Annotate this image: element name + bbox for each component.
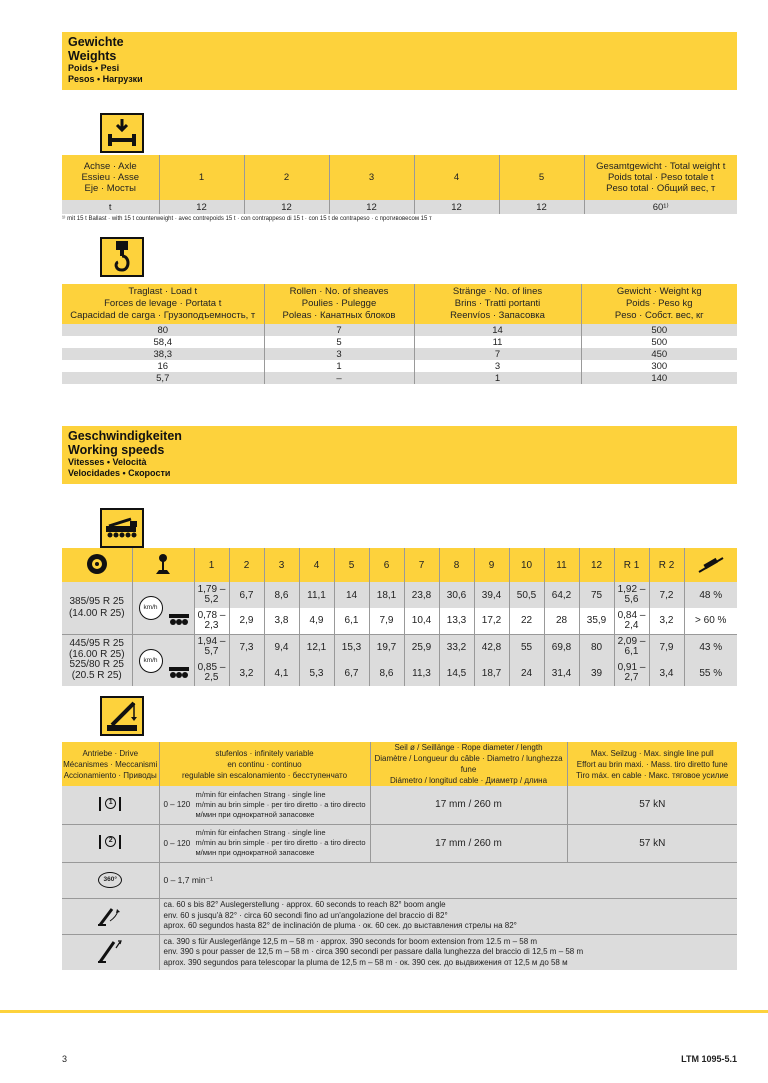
model-name: LTM 1095-5.1 <box>681 1054 737 1064</box>
axle-label-es-ru: Eje · Мосты <box>84 183 136 194</box>
speed-cell: 7,2 <box>649 582 684 608</box>
axle-load: 12 <box>329 200 414 214</box>
speed-cell: 8,6 <box>369 660 404 686</box>
axle-number: 1 <box>159 155 244 200</box>
sheaves-cell: 1 <box>264 360 414 372</box>
speed-cell: 55 <box>509 634 544 660</box>
weight-cell: 450 <box>651 348 668 360</box>
speed-cell: 3,2 <box>229 660 264 686</box>
variable-header-es-ru: regulable sin escalonamiento · бесступенчато <box>181 770 348 780</box>
winch-2-icon <box>99 835 121 849</box>
table-row <box>62 360 737 372</box>
telescoping-fr-it: env. 390 s pour passer de 12,5 m – 58 m · circa 390 secondi per passare dalla lunghezza del braccio di 12,5 m – 58 m <box>163 947 584 956</box>
speed-cell: 64,2 <box>544 582 579 608</box>
axle-load: 12 <box>414 200 499 214</box>
lines-cell: 3 <box>414 360 581 372</box>
speed-cell: 3,2 <box>649 608 684 634</box>
speed-cell: 6,7 <box>229 582 264 608</box>
winch-1-icon <box>99 797 121 811</box>
weights-title-fr-it: Poids • Pesi <box>68 63 120 73</box>
speed-cell: 75 <box>579 582 614 608</box>
axle-label-de-en: Achse · Axle <box>83 161 137 172</box>
gearshift-icon <box>153 552 173 576</box>
table-row <box>62 862 737 898</box>
sheaves-header-de-en: Rollen · No. of sheaves <box>289 286 389 297</box>
drive-header-es-ru: Accionamiento · Приводы <box>63 770 157 780</box>
table-row <box>62 336 737 348</box>
rope-cell: 17 mm / 260 m <box>370 786 567 824</box>
speed-cell: 6,1 <box>334 608 369 634</box>
speed-cell: 3,4 <box>649 660 684 686</box>
load-cell: 38,3 <box>62 348 264 360</box>
speed-cell: 6,7 <box>334 660 369 686</box>
speed-cell: 14,5 <box>439 660 474 686</box>
table-row <box>62 898 737 934</box>
speed-cell: 0,78 – 2,3 <box>194 608 229 634</box>
slewing-cell <box>62 862 159 898</box>
variable-header-fr-it: en continu · continuo <box>227 759 302 769</box>
speeds-section-header <box>62 426 737 484</box>
total-weight-label-es-ru: Peso total · Общий вес, т <box>606 183 716 194</box>
axle-footnote: ¹⁾ mit 15 t Ballast · with 15 t counterweight · avec contrepoids 15 t · con contrappeso di 15 t · con 15 t de contrapeso · с противовесом 15 т <box>62 216 432 222</box>
gear-header: 6 <box>369 548 404 582</box>
table-row <box>62 348 737 360</box>
slewing-icon: 360° <box>98 872 122 888</box>
lines-cell: 7 <box>414 348 581 360</box>
lines-cell: 14 <box>414 324 581 336</box>
gradeability-icon <box>698 555 724 573</box>
speed-cell: 17,2 <box>474 608 509 634</box>
speed-cell: 0,85 – 2,5 <box>194 660 229 686</box>
speed-cell: 25,9 <box>404 634 439 660</box>
speed-cell: 11,3 <box>404 660 439 686</box>
telescoping-es-ru: aprox. 390 segundos para telescopar la pluma de 12,5 m – 58 m · ок. 390 сек. до выдвижения от 12,5 м до 58 м <box>163 957 568 967</box>
axle-number: 2 <box>244 155 329 200</box>
lines-header-de-en: Stränge · No. of lines <box>452 286 543 297</box>
page-number: 3 <box>62 1054 68 1064</box>
speed-cell: 19,7 <box>369 634 404 660</box>
gradeability-header <box>684 548 737 582</box>
speed-cell: 15,3 <box>334 634 369 660</box>
gradeability-cell: 55 % <box>699 667 723 679</box>
winch-2-cell <box>62 824 159 862</box>
gear-header: 7 <box>404 548 439 582</box>
winch-unit-fr-it-es: m/min au brin simple · per tiro diretto · a tiro directo <box>195 799 366 809</box>
winch-number: 1 <box>105 798 116 809</box>
speed-cell: 1,92 – 5,6 <box>614 582 649 608</box>
pull-header-de-en: Max. Seilzug · Max. single line pull <box>590 748 714 758</box>
lines-header-fr-it: Brins · Tratti portanti <box>454 298 541 309</box>
gear-header: R 2 <box>649 548 684 582</box>
axle-number: 4 <box>414 155 499 200</box>
speed-cell: 23,8 <box>404 582 439 608</box>
gradeability-cell: 43 % <box>699 641 723 653</box>
speed-cell: 2,09 – 6,1 <box>614 634 649 660</box>
speeds-title-en: Working speeds <box>68 443 165 457</box>
speed-cell: 50,5 <box>509 582 544 608</box>
axle-number: 5 <box>499 155 584 200</box>
gradeability-cell: 48 % <box>699 589 723 601</box>
tyre-size: 445/95 R 25 <box>69 638 124 650</box>
speed-cell: 35,9 <box>579 608 614 634</box>
speeds-title-es-ru: Velocidades • Скорости <box>68 468 171 478</box>
weights-title-es-ru: Pesos • Нагрузки <box>68 74 143 84</box>
weights-section-header <box>62 32 737 90</box>
speed-cell: 10,4 <box>404 608 439 634</box>
axle-weights-table <box>62 155 737 222</box>
speed-cell: 7,9 <box>369 608 404 634</box>
load-cell: 80 <box>62 324 264 336</box>
pull-cell: 57 kN <box>639 799 666 811</box>
speed-cell: 18,1 <box>369 582 404 608</box>
crane-truck-icon <box>100 508 144 548</box>
sheaves-cell: 3 <box>264 348 414 360</box>
load-cell: 58,4 <box>62 336 264 348</box>
load-cell: 16 <box>62 360 264 372</box>
weights-title-de: Gewichte <box>68 35 124 49</box>
crane-drives-table <box>62 742 737 970</box>
tyre-icon <box>86 553 108 575</box>
total-weight-label-fr-it: Poids total · Peso totale t <box>607 172 714 183</box>
speed-cell: 39 <box>579 660 614 686</box>
table-row <box>62 324 737 336</box>
footer-rule <box>0 1010 768 1013</box>
pull-header-es-ru: Tiro máx. en cable · Макс. тяговое усилие <box>576 770 729 780</box>
speed-cell: 31,4 <box>544 660 579 686</box>
speed-cell: 3,8 <box>264 608 299 634</box>
table-row <box>62 824 737 862</box>
speed-cell: 69,8 <box>544 634 579 660</box>
gear-header: 10 <box>509 548 544 582</box>
gradeability-cell: > 60 % <box>695 615 727 627</box>
winch-unit-de-en: m/min für einfachen Strang · single line <box>195 828 326 837</box>
drive-header-de-en: Antriebe · Drive <box>82 748 139 758</box>
rope-header-es-ru: Diámetro / longitud cable · Диаметр / длина <box>389 776 548 785</box>
axle-label-fr-it: Essieu · Asse <box>81 172 140 183</box>
speed-cell: 5,3 <box>299 660 334 686</box>
gear-header: 3 <box>264 548 299 582</box>
speed-cell: 39,4 <box>474 582 509 608</box>
gear-header: 1 <box>194 548 229 582</box>
gear-header: 5 <box>334 548 369 582</box>
speed-cell: 22 <box>509 608 544 634</box>
axle-number: 3 <box>329 155 414 200</box>
speed-cell: 1,79 – 5,2 <box>194 582 229 608</box>
tyre-size: (14.00 R 25) <box>68 607 125 619</box>
lines-header-es-ru: Reenvíos · Запасовка <box>450 310 545 321</box>
speed-cell: 2,9 <box>229 608 264 634</box>
sheaves-cell: 7 <box>264 324 414 336</box>
table-row <box>62 634 737 660</box>
speeds-title-fr-it: Vitesses • Velocità <box>68 457 147 467</box>
speed-cell: 12,1 <box>299 634 334 660</box>
load-header-de-en: Traglast · Load t <box>128 286 198 297</box>
winch-number: 2 <box>105 836 116 847</box>
luffing-de-en: ca. 60 s bis 82° Auslegerstellung · approx. 60 seconds to reach 82° boom angle <box>163 900 446 910</box>
speed-cell: 7,3 <box>229 634 264 660</box>
speed-cell: 1,94 – 5,7 <box>194 634 229 660</box>
luffing-es-ru: aprox. 60 segundos hasta 82° de inclinación de pluma · ок. 60 сек. до выставления стрелы на 82° <box>163 921 517 931</box>
speeds-title-de: Geschwindigkeiten <box>68 429 182 443</box>
lines-cell: 11 <box>414 336 581 348</box>
gear-header: 12 <box>579 548 614 582</box>
speed-cell: 28 <box>544 608 579 634</box>
load-header-es-ru: Capacidad de carga · Грузоподъемность, т <box>70 310 256 321</box>
weight-cell: 500 <box>651 336 668 348</box>
winch-speed-range: 0 – 120 <box>163 838 191 848</box>
variable-header-de-en: stufenlos · infinitely variable <box>215 748 314 758</box>
axle-unit: t <box>62 200 159 214</box>
speed-cell: 30,6 <box>439 582 474 608</box>
speed-cell: 33,2 <box>439 634 474 660</box>
telescoping-icon <box>96 938 124 964</box>
kmh-badge: km/h <box>139 596 163 620</box>
sheaves-cell: 5 <box>264 336 414 348</box>
speed-cell: 14 <box>334 582 369 608</box>
axle-load: 12 <box>159 200 244 214</box>
lines-cell: 1 <box>414 372 581 384</box>
speed-cell: 18,7 <box>474 660 509 686</box>
winch-unit-ru: м/мин при однократной запасовке <box>195 809 315 819</box>
gear-header: 9 <box>474 548 509 582</box>
speed-cell: 42,8 <box>474 634 509 660</box>
pull-cell: 57 kN <box>639 837 666 849</box>
gearshift-header <box>132 548 194 582</box>
tyre-size: (20.5 R 25) <box>71 669 122 681</box>
low-range-icon <box>167 612 191 626</box>
speed-cell: 4,9 <box>299 608 334 634</box>
load-cell: 5,7 <box>62 372 264 384</box>
weight-cell: 500 <box>651 324 668 336</box>
rope-header-de-en: Seil ø / Seillänge · Rope diameter / length <box>394 743 543 752</box>
table-row <box>62 372 737 384</box>
tyre-size: 525/80 R 25 <box>69 659 124 671</box>
speed-cell: 80 <box>579 634 614 660</box>
rope-cell: 17 mm / 260 m <box>370 824 567 862</box>
gear-header: R 1 <box>614 548 649 582</box>
driving-speeds-table <box>62 548 737 686</box>
load-header-fr-it: Forces de levage · Portata t <box>104 298 222 309</box>
gear-header: 11 <box>544 548 579 582</box>
axle-icon <box>100 113 144 153</box>
winch-unit-de-en: m/min für einfachen Strang · single line <box>195 789 326 799</box>
weight-cell: 300 <box>651 360 668 372</box>
telescoping-de-en: ca. 390 s für Auslegerlänge 12,5 m – 58 m · approx. 390 seconds for boom extension from 12.5 m – 58 m <box>163 936 538 946</box>
table-row <box>62 934 737 970</box>
gear-header: 8 <box>439 548 474 582</box>
rope-header-fr-it: Diamètre / Longueur du câble · Diametro / lunghezza fune <box>374 754 563 774</box>
luffing-icon <box>96 903 124 927</box>
winch-unit-ru: м/мин при однократной запасовке <box>195 848 315 857</box>
hook-block-icon <box>100 237 144 277</box>
tyre-size: (16.00 R 25) <box>68 648 125 660</box>
sheaves-header-fr-it: Poulies · Pulegge <box>301 298 377 309</box>
weight-header-fr-it: Poids · Peso kg <box>625 298 693 309</box>
winch-speed-range: 0 – 120 <box>163 800 191 810</box>
winch-1-cell <box>62 786 159 824</box>
total-weight-label-de-en: Gesamtgewicht · Total weight t <box>596 161 726 172</box>
luffing-cell <box>62 898 159 934</box>
drive-header-fr-it: Mécanismes · Meccanismi <box>63 759 158 769</box>
axle-load: 12 <box>499 200 584 214</box>
low-range-icon <box>167 665 191 679</box>
sheaves-header-es-ru: Poleas · Канатных блоков <box>282 310 396 321</box>
speed-cell: 11,1 <box>299 582 334 608</box>
sheaves-cell: – <box>264 372 414 384</box>
total-weight-value: 60¹⁾ <box>652 201 669 213</box>
speed-cell: 4,1 <box>264 660 299 686</box>
speed-cell: 13,3 <box>439 608 474 634</box>
gear-header: 4 <box>299 548 334 582</box>
crane-boom-icon <box>100 696 144 736</box>
speed-cell: 9,4 <box>264 634 299 660</box>
weight-cell: 140 <box>651 372 668 384</box>
axle-load: 12 <box>244 200 329 214</box>
table-row <box>62 786 737 824</box>
weight-header-es-ru: Peso · Собст. вес, кг <box>614 310 704 321</box>
pull-header-fr-it: Effort au brin maxi. · Mass. tiro diretto fune <box>576 759 728 769</box>
telescoping-cell <box>62 934 159 970</box>
speed-cell: 24 <box>509 660 544 686</box>
weights-title-en: Weights <box>68 49 117 63</box>
speed-cell: 8,6 <box>264 582 299 608</box>
slewing-speed: 0 – 1,7 min⁻¹ <box>163 874 213 885</box>
table-row <box>62 582 737 608</box>
luffing-fr-it: env. 60 s jusqu'à 82° · circa 60 secondi fino ad un'angolazione del braccio di 82° <box>163 910 448 920</box>
speed-cell: 0,91 – 2,7 <box>614 660 649 686</box>
winch-unit-fr-it-es: m/min au brin simple · per tiro diretto · a tiro directo <box>195 838 366 847</box>
speed-cell: 0,84 – 2,4 <box>614 608 649 634</box>
tyre-size: 385/95 R 25 <box>69 595 124 607</box>
tyre-header <box>62 548 132 582</box>
weight-header-de-en: Gewicht · Weight kg <box>616 286 702 297</box>
speed-cell: 7,9 <box>649 634 684 660</box>
kmh-badge: km/h <box>139 649 163 673</box>
hook-blocks-table <box>62 284 737 384</box>
gear-header: 2 <box>229 548 264 582</box>
